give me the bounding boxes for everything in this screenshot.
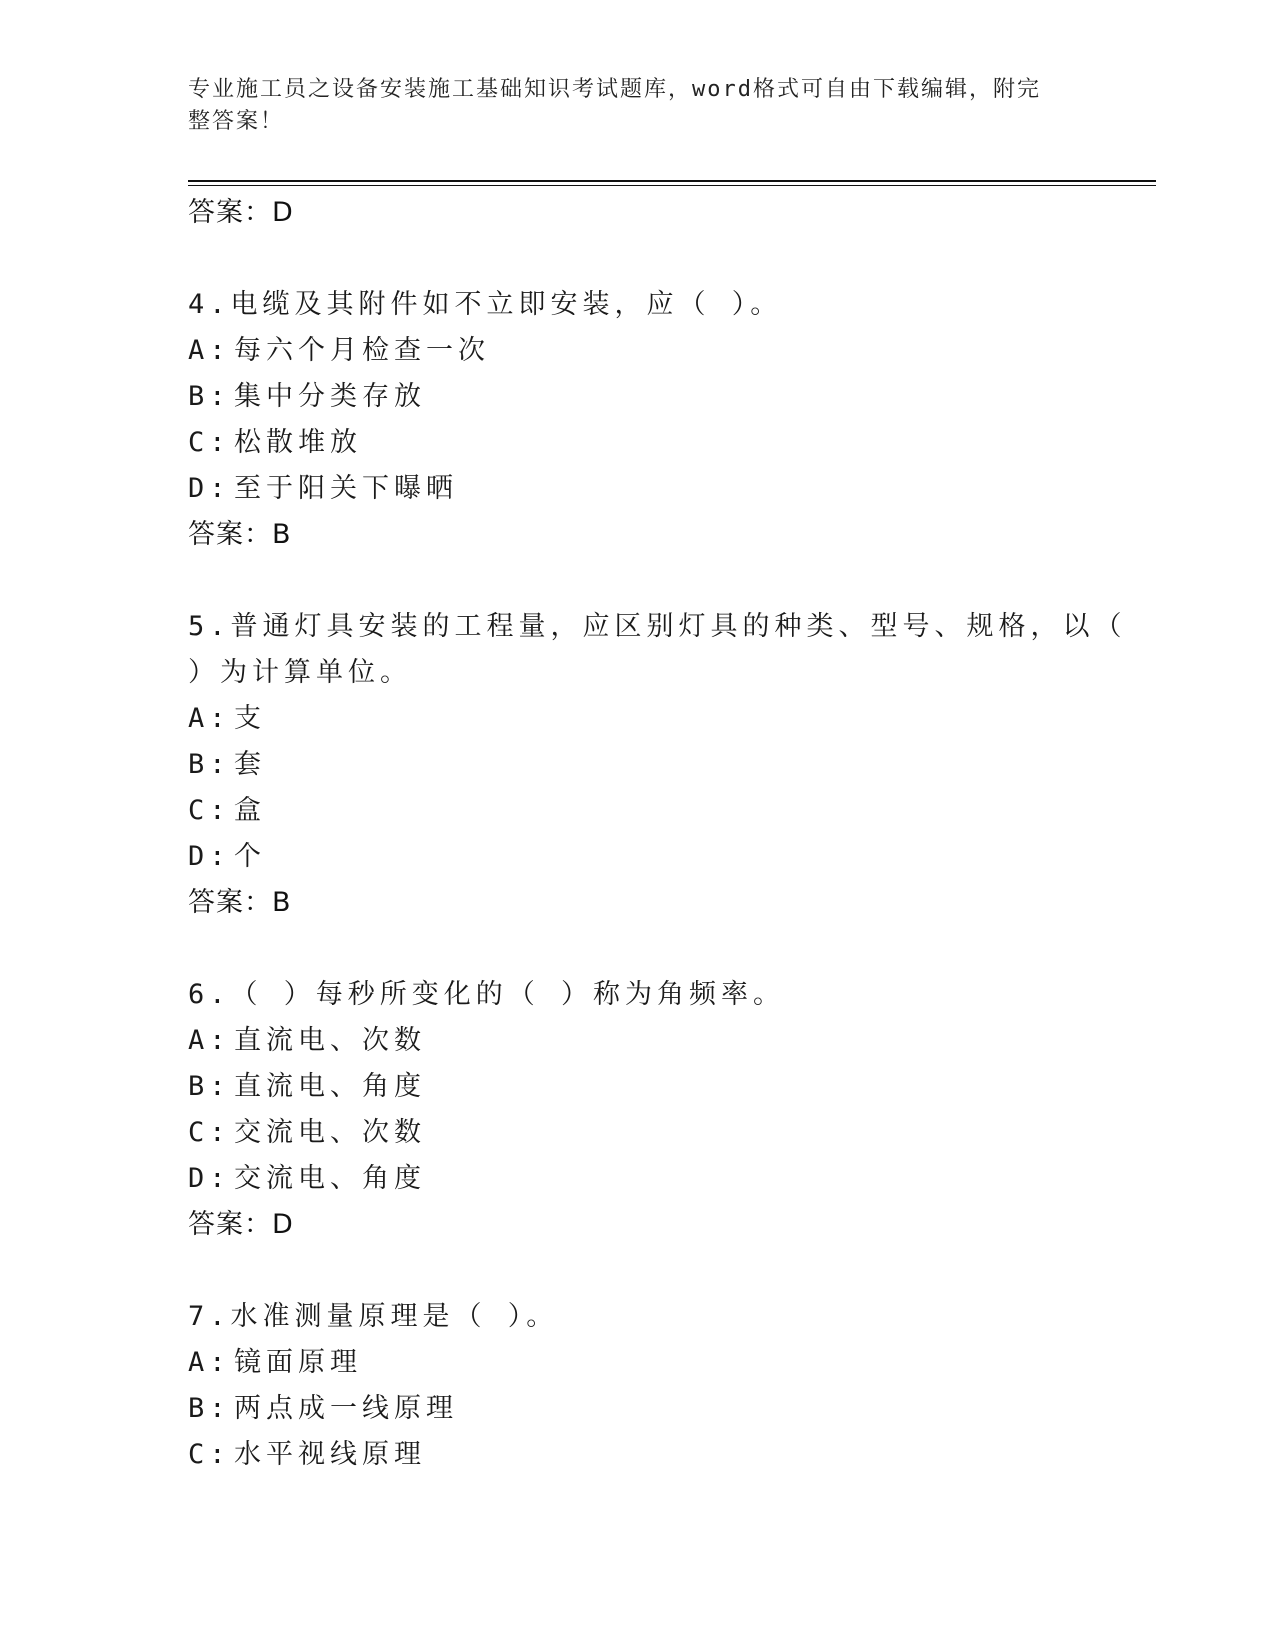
- option-c: [188, 420, 1156, 466]
- option-letter: C:: [188, 795, 231, 826]
- option-text: 镜面原理: [234, 1347, 362, 1378]
- option-letter: A:: [188, 335, 231, 366]
- question-text: 7.水准测量原理是（ ）。: [188, 1301, 559, 1332]
- option-letter: C:: [188, 1117, 231, 1148]
- option-letter: B:: [188, 749, 231, 780]
- option-d: [188, 1156, 1156, 1202]
- answer-label: 答案：D: [188, 197, 294, 228]
- option-text: 盒: [234, 795, 266, 826]
- option-b: [188, 374, 1156, 420]
- question-text: 6.（ ）每秒所变化的（ ）称为角频率。: [188, 979, 786, 1010]
- header-line-2: 整答案！: [188, 109, 285, 134]
- option-d: [188, 834, 1156, 880]
- answer-label: 答案：D: [188, 1209, 294, 1240]
- option-text: 至于阳关下曝晒: [234, 473, 458, 504]
- option-letter: B:: [188, 1071, 231, 1102]
- option-text: 交流电、次数: [234, 1117, 426, 1148]
- answer-label: 答案：B: [188, 887, 292, 918]
- option-text: 每六个月检查一次: [234, 335, 490, 366]
- option-letter: A:: [188, 1347, 231, 1378]
- header-line-1: 专业施工员之设备安装施工基础知识考试题库，word格式可自由下载编辑，附完: [188, 77, 1041, 102]
- option-letter: D:: [188, 1163, 231, 1194]
- option-text: 个: [234, 841, 266, 872]
- option-letter: C:: [188, 427, 231, 458]
- option-text: 支: [234, 703, 266, 734]
- option-text: 直流电、角度: [234, 1071, 426, 1102]
- option-letter: D:: [188, 841, 231, 872]
- option-letter: B:: [188, 1393, 231, 1424]
- option-letter: B:: [188, 381, 231, 412]
- option-c: [188, 788, 1156, 834]
- option-a: [188, 696, 1156, 742]
- question-list: [188, 190, 1156, 1478]
- option-c: [188, 1110, 1156, 1156]
- option-a: [188, 1340, 1156, 1386]
- option-b: [188, 1064, 1156, 1110]
- question-text: 4.电缆及其附件如不立即安装，应（ ）。: [188, 289, 783, 320]
- header-divider: [188, 180, 1156, 186]
- option-text: 两点成一线原理: [234, 1393, 458, 1424]
- option-text: 集中分类存放: [234, 381, 426, 412]
- option-text: 套: [234, 749, 266, 780]
- option-d: [188, 466, 1156, 512]
- document-header: [188, 74, 1068, 138]
- question-block: [188, 282, 1156, 558]
- option-text: 交流电、角度: [234, 1163, 426, 1194]
- option-letter: D:: [188, 473, 231, 504]
- option-c: [188, 1432, 1156, 1478]
- question-block: [188, 604, 1156, 926]
- option-letter: A:: [188, 703, 231, 734]
- option-b: [188, 742, 1156, 788]
- option-a: [188, 1018, 1156, 1064]
- option-b: [188, 1386, 1156, 1432]
- option-text: 水平视线原理: [234, 1439, 426, 1470]
- option-letter: C:: [188, 1439, 231, 1470]
- question-text: 5.普通灯具安装的工程量，应区别灯具的种类、型号、规格，以（ ）为计算单位。: [188, 611, 1127, 688]
- question-block: [188, 972, 1156, 1248]
- option-text: 松散堆放: [234, 427, 362, 458]
- answer-label: 答案：B: [188, 519, 292, 550]
- option-text: 直流电、次数: [234, 1025, 426, 1056]
- option-letter: A:: [188, 1025, 231, 1056]
- option-a: [188, 328, 1156, 374]
- question-block: [188, 1294, 1156, 1478]
